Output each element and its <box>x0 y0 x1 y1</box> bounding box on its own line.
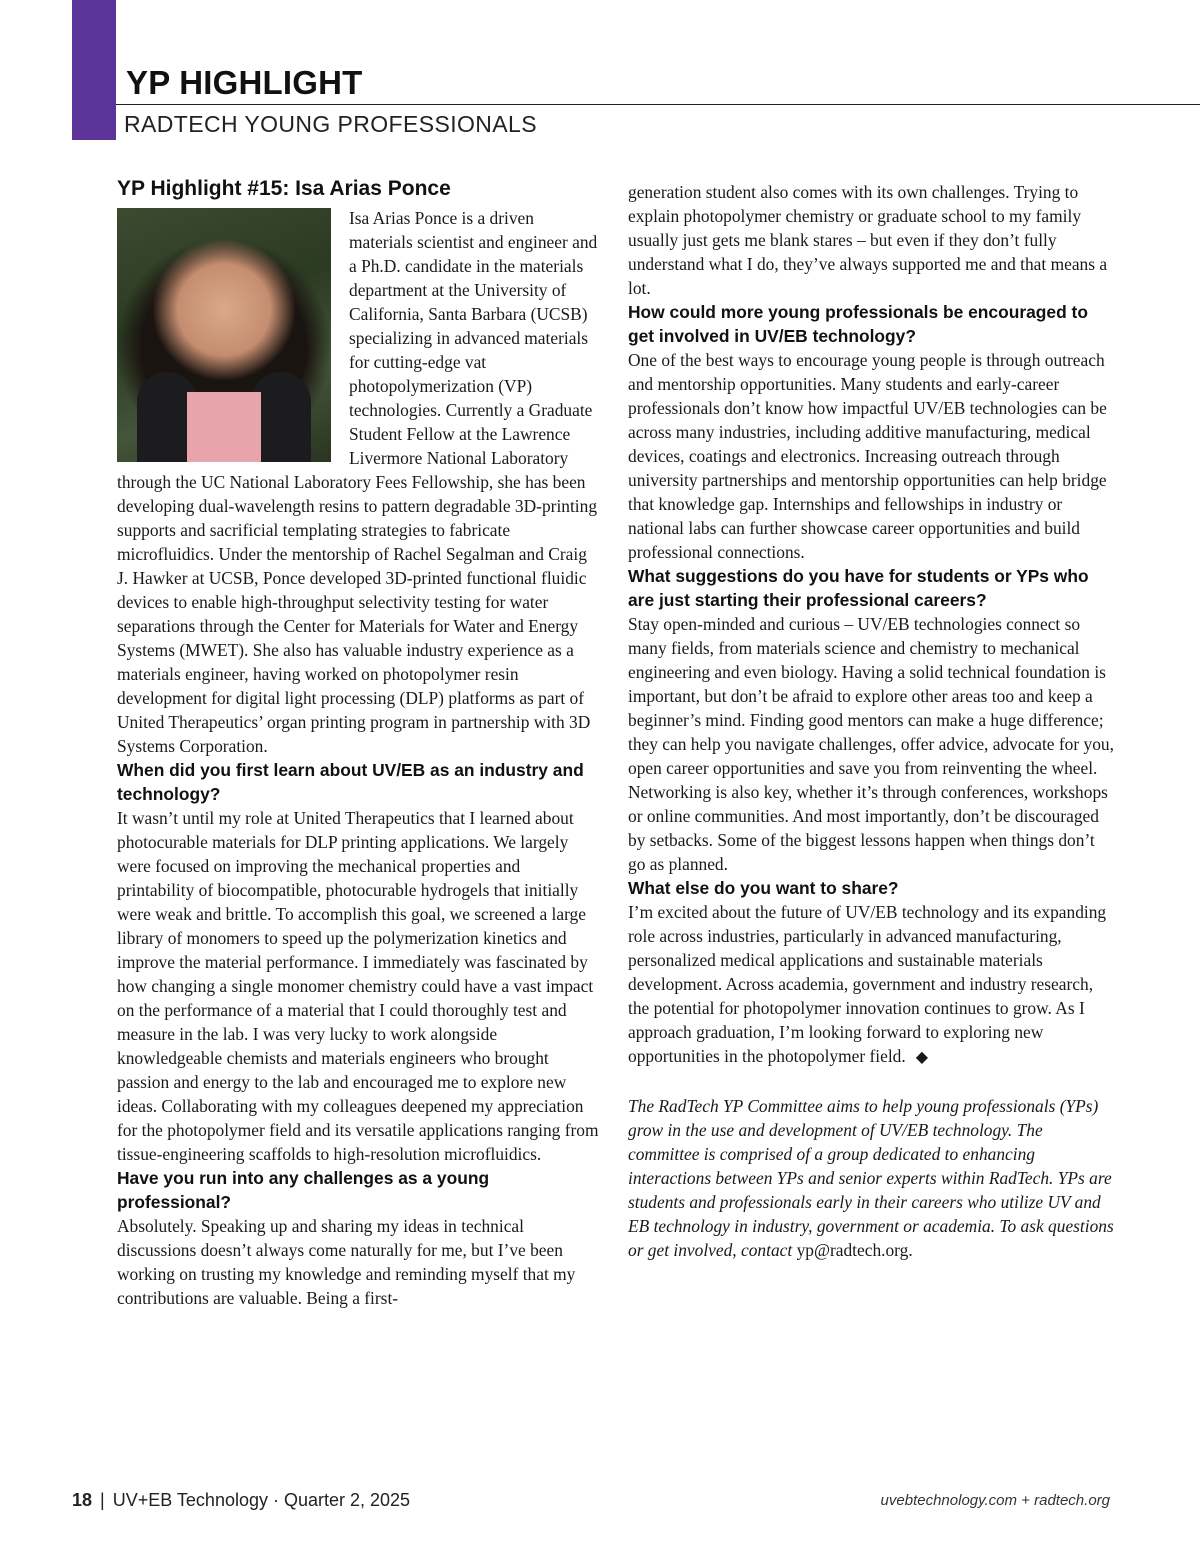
footer-publication <box>72 1490 410 1511</box>
committee-note <box>628 1094 1116 1262</box>
left-column <box>117 176 601 1310</box>
answer-challenges-part1: Absolutely. Speaking up and sharing my ideas in technical discussions doesn’t always come naturally for me, but I’ve been working on trusting my knowledge and reminding myself that my contributions are valuable. Being a first- <box>117 1216 576 1308</box>
photo-shirt <box>187 392 261 462</box>
section-subtitle: RADTECH YOUNG PROFESSIONALS <box>124 111 537 137</box>
footer-separator: | <box>100 1490 105 1510</box>
end-of-article-diamond-icon: ◆ <box>915 1049 929 1066</box>
answer-suggestions: Stay open-minded and curious – UV/EB technologies connect so many fields, from materials science and chemistry to mechanical engineering and even biology. Having a solid technical foundation is important, but don’t be afraid to explore other areas too and keep a beginner’s mind. Finding good mentors can make a huge difference; they can help you navigate challenges, offer advice, advocate for you, open career opportunities and save you from reinventing the wheel. Networking is also key, whether it’s through conferences, workshops or online communities. And most importantly, don’t be discouraged by setbacks. Some of the biggest lessons happen when things don’t go as planned. <box>628 614 1114 874</box>
answer-first-learn: It wasn’t until my role at United Therapeutics that I learned about photocurable materials for DLP printing applications. We largely were focused on improving the mechanical properties and printability of biocompatible, photocurable hydrogels that initially were weak and brittle. To accomplish this goal, we screened a large library of monomers to speed up the polymerization kinetics and improve the material performance. I immediately was fascinated by how changing a single monomer chemistry could have a vast impact on the performance of a material that I could thoroughly test and measure in the lab. I was very lucky to work alongside knowledgeable chemists and materials engineers who brought passion and energy to the lab and encouraged me to explore new ideas. Collaborating with my colleagues deepened my appreciation for the photopolymer field and its versatile applications ranging from tissue-engineering scaffolds to high-resolution microfluidics. <box>117 808 599 1164</box>
section-title: YP HIGHLIGHT <box>126 64 363 101</box>
answer-encourage: One of the best ways to encourage young people is through outreach and mentorship opportunities. Many students and early-career professionals don’t know how impactful UV/EB technologies can be across many industries, including additive manufacturing, medical devices, coatings and electronics. Increasing outreach through university partnerships and mentorship opportunities can help bridge that knowledge gap. Internships and fellowships in industry or national labs can further showcase career opportunities and build professional connections. <box>628 350 1107 562</box>
article-intro: Isa Arias Ponce is a driven materials scientist and engineer and a Ph.D. candidate in the materials department at the University of California, Santa Barbara (UCSB) specializing in advanced materials for cutting-edge vat photopolymerization (VP) technologies. Currently a Graduate Student Fellow at the Lawrence Livermore National Laboratory through the UC National Laboratory Fees Fellowship, she has been developing dual-wavelength resins to pattern degradable 3D-printing supports and sacrificial templating strategies to fabricate microfluidics. Under the mentorship of Rachel Segalman and Craig J. Hawker at UCSB, Ponce developed 3D-printed functional fluidic devices to enable high-throughput selectivity testing for water separations through the Center for Materials for Water and Energy Systems (MWET). She also has valuable industry experience as a materials engineer, having worked on photopolymer resin development for digital light processing (DLP) platforms as part of United Therapeutics’ organ printing program in partnership with 3D Systems Corporation. <box>117 208 598 756</box>
portrait-photo <box>117 208 331 462</box>
committee-note-text: The RadTech YP Committee aims to help young professionals (YPs) grow in the use and development of UV/EB technology. The committee is comprised of a group dedicated to enhancing interactions between YPs and senior experts within RadTech. YPs are students and professionals early in their careers who utilize UV and EB technology in industry, government or academia. To ask questions or get involved, contact <box>628 1096 1114 1260</box>
footer-websites[interactable]: uvebtechnology.com + radtech.org <box>880 1492 1110 1509</box>
answer-challenges-part2: generation student also comes with its own challenges. Trying to explain photopolymer chemistry or graduate school to my family usually just gets me blank stares – but even if they don’t fully understand what I do, they’ve always supported me and that means a lot. <box>628 182 1108 298</box>
article-title: YP Highlight #15: Isa Arias Ponce <box>117 177 451 200</box>
question-first-learn: When did you first learn about UV/EB as an industry and technology? <box>117 760 584 804</box>
answer-share <box>628 900 1116 1070</box>
question-suggestions: What suggestions do you have for students or YPs who are just starting their professional careers? <box>628 566 1089 610</box>
publication-issue: UV+EB Technology · Quarter 2, 2025 <box>112 1490 411 1510</box>
header-rule <box>116 104 1200 105</box>
header-accent-bar <box>72 0 116 140</box>
question-share: What else do you want to share? <box>628 878 899 898</box>
answer-share-text: I’m excited about the future of UV/EB technology and its expanding role across industries, particularly in advanced manufacturing, personalized medical applications and sustainable materials development. Across academia, government and industry research, the potential for photopolymer innovation continues to grow. As I approach graduation, I’m looking forward to exploring new opportunities in the photopolymer field. <box>628 902 1107 1066</box>
page-number: 18 <box>72 1490 93 1510</box>
question-encourage: How could more young professionals be encouraged to get involved in UV/EB technology? <box>628 302 1088 346</box>
right-column <box>628 180 1116 1262</box>
contact-email-link[interactable]: yp@radtech.org. <box>796 1240 913 1260</box>
question-challenges: Have you run into any challenges as a young professional? <box>117 1168 490 1212</box>
